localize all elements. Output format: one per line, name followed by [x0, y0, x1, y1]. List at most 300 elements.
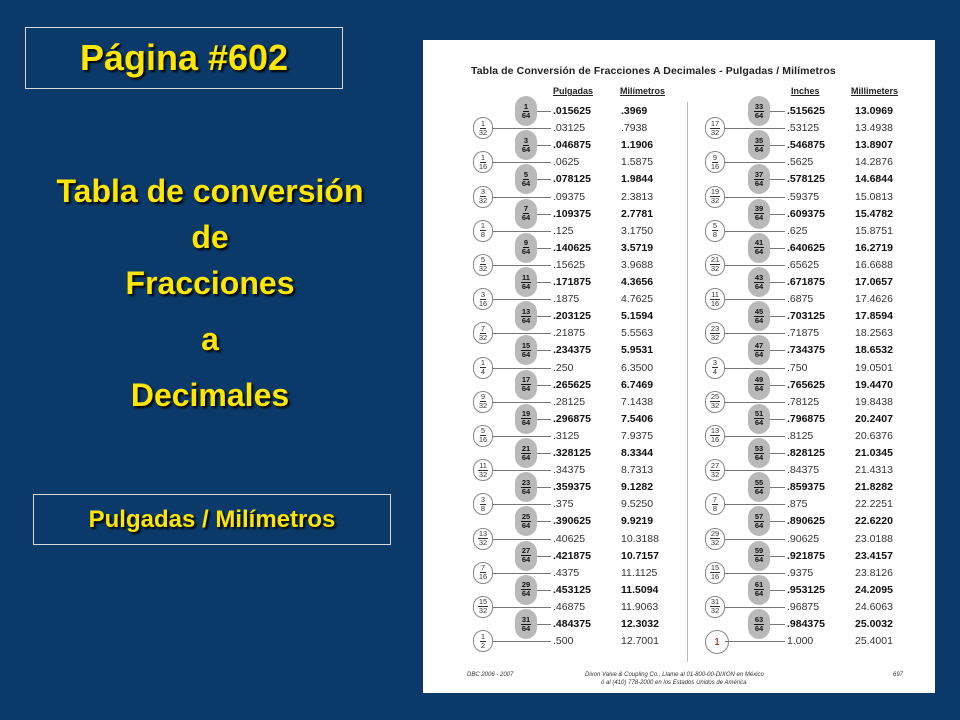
- subtitle-line-3: Fracciones: [125, 265, 295, 301]
- fraction-denominator: 64: [754, 384, 764, 394]
- fraction-numerator: 57: [754, 511, 764, 521]
- fraction-numerator: 3: [480, 187, 486, 196]
- fraction-denominator: 16: [710, 161, 720, 171]
- millimeter-value: 9.9219: [621, 515, 654, 528]
- millimeter-value: 24.6063: [855, 600, 893, 613]
- right-table-row: [423, 154, 935, 171]
- fraction-numerator: 7: [523, 204, 529, 214]
- fraction-denominator: 32: [710, 538, 720, 547]
- fraction-denominator: 32: [478, 332, 488, 342]
- fraction-numerator: 1: [480, 152, 486, 162]
- fraction-denominator: 64: [521, 384, 531, 394]
- right-table-row: [423, 206, 935, 223]
- millimeter-value: 17.8594: [855, 310, 893, 323]
- millimeter-value: 16.2719: [855, 241, 893, 254]
- fraction-denominator: 64: [521, 486, 531, 496]
- decimal-value: .796875: [787, 412, 825, 425]
- millimeter-value: 11.9063: [621, 600, 659, 613]
- fraction-numerator: 33: [754, 101, 764, 111]
- fraction-numerator: 49: [754, 375, 764, 385]
- fraction-numerator: 3: [712, 358, 718, 367]
- fraction-numerator: 39: [754, 204, 764, 214]
- millimeter-value: 17.4626: [855, 293, 893, 306]
- right-table-row: [423, 599, 935, 616]
- millimeter-value: 5.1594: [621, 310, 654, 323]
- right-table-row: [423, 171, 935, 188]
- decimal-value: .875: [787, 498, 808, 511]
- decimal-value: .78125: [787, 395, 820, 408]
- millimeter-value: 13.8907: [855, 139, 893, 152]
- fraction-denominator: 64: [754, 520, 764, 530]
- millimeter-value: 17.0657: [855, 276, 893, 288]
- millimeter-value: 5.5563: [621, 327, 654, 340]
- millimeter-value: .3969: [621, 105, 648, 117]
- millimeter-value: 12.7001: [621, 635, 659, 648]
- decimal-value: .609375: [787, 207, 825, 220]
- fraction-numerator: 63: [754, 614, 764, 624]
- fraction-numerator: 17: [710, 118, 720, 128]
- decimal-value: .125: [553, 224, 574, 237]
- right-table-row: [423, 240, 935, 257]
- right-table-row: [423, 633, 935, 650]
- millimeter-value: 7.1438: [621, 395, 654, 408]
- fraction-denominator: 64: [521, 555, 531, 565]
- fraction-numerator: 7: [480, 323, 486, 333]
- fraction-denominator: 16: [478, 161, 488, 171]
- fraction-numerator: 9: [712, 152, 718, 162]
- millimeter-value: 16.6688: [855, 258, 893, 271]
- millimeter-value: 12.3032: [621, 618, 659, 630]
- decimal-value: .484375: [553, 618, 591, 630]
- fraction-numerator: 1: [523, 101, 529, 111]
- millimeter-value: 11.1125: [621, 566, 658, 579]
- left-header-decimal: Pulgadas: [553, 86, 594, 96]
- fraction-denominator: 64: [754, 349, 764, 359]
- decimal-value: .171875: [553, 276, 591, 288]
- fraction-denominator: 64: [521, 178, 531, 188]
- millimeter-value: 8.7313: [621, 464, 654, 477]
- millimeter-value: 4.3656: [621, 276, 654, 288]
- fraction-numerator: 15: [521, 340, 531, 350]
- fraction-numerator: 25: [710, 392, 720, 402]
- millimeter-value: 21.4313: [855, 464, 893, 477]
- right-table-row: [423, 360, 935, 377]
- slide-subtitle: [10, 168, 410, 418]
- fraction-numerator: 47: [754, 340, 764, 350]
- decimal-value: .250: [553, 361, 574, 374]
- decimal-value: .859375: [787, 481, 825, 494]
- millimeter-value: 20.2407: [855, 412, 893, 425]
- fraction-denominator: 32: [710, 196, 720, 205]
- subtitle-line-2: de: [191, 219, 229, 255]
- fraction-numerator: 53: [754, 443, 764, 453]
- fraction-numerator: 21: [521, 443, 531, 453]
- decimal-value: .828125: [787, 447, 825, 459]
- decimal-value: .40625: [553, 532, 586, 545]
- decimal-value: .359375: [553, 481, 591, 494]
- right-table-row: [423, 548, 935, 565]
- decimal-value: .625: [787, 224, 808, 237]
- right-table-row: [423, 189, 935, 206]
- decimal-value: .140625: [553, 241, 591, 254]
- decimal-value: .234375: [553, 344, 591, 357]
- right-table-row: [423, 120, 935, 137]
- decimal-value: .265625: [553, 378, 591, 391]
- right-table-row: [423, 394, 935, 411]
- conversion-table-sheet: [423, 40, 935, 693]
- right-table-row: [423, 223, 935, 240]
- footer-right: 697: [893, 672, 904, 678]
- fraction-numerator: 45: [754, 306, 764, 316]
- footer-center-2: ó al (410) 778-2000 en los Estados Unidos de América: [601, 680, 747, 686]
- fraction-numerator: 3: [523, 135, 529, 145]
- decimal-value: .546875: [787, 139, 825, 152]
- decimal-value: .5625: [787, 156, 814, 169]
- millimeter-value: 1.5875: [621, 156, 654, 169]
- decimal-value: .640625: [787, 241, 825, 254]
- fraction-denominator: 64: [754, 623, 764, 633]
- decimal-value: .890625: [787, 515, 825, 528]
- decimal-value: .078125: [553, 173, 591, 186]
- decimal-value: .203125: [553, 310, 591, 323]
- fraction-numerator: 29: [521, 580, 531, 590]
- fraction-numerator: 23: [710, 323, 720, 333]
- millimeter-value: 7.9375: [621, 429, 654, 442]
- millimeter-value: 2.7781: [621, 207, 654, 220]
- fraction-numerator: 15: [710, 563, 720, 573]
- fraction-numerator: 5: [480, 255, 486, 265]
- fraction-denominator: 64: [754, 178, 764, 188]
- millimeter-value: 6.3500: [621, 361, 654, 374]
- decimal-value: .59375: [787, 190, 820, 203]
- page-label-text: Página #602: [79, 37, 289, 78]
- subtitle-line-1: Tabla de conversión: [56, 173, 364, 209]
- millimeter-value: 14.6844: [855, 173, 893, 186]
- right-table-row: [423, 531, 935, 548]
- millimeter-value: 18.2563: [855, 327, 893, 340]
- decimal-value: .65625: [787, 258, 820, 271]
- fraction-numerator: 59: [754, 546, 764, 556]
- fraction-numerator: 9: [480, 392, 486, 402]
- fraction-denominator: 64: [754, 452, 764, 462]
- millimeter-value: 15.0813: [855, 190, 893, 203]
- sheet-title: Tabla de Conversión de Fracciones A Decimales - Pulgadas / Milímetros: [471, 65, 836, 77]
- fraction-numerator: 19: [710, 187, 720, 196]
- millimeter-value: 3.9688: [621, 258, 654, 271]
- fraction-denominator: 64: [521, 589, 531, 599]
- decimal-value: .8125: [787, 429, 814, 442]
- decimal-value: .375: [553, 498, 574, 511]
- decimal-value: .0625: [553, 156, 580, 169]
- millimeter-value: 22.6220: [855, 515, 893, 528]
- decimal-value: .1875: [553, 293, 580, 306]
- fraction-numerator: 51: [754, 409, 764, 419]
- fraction-denominator: 32: [478, 469, 488, 479]
- decimal-value: .390625: [553, 515, 591, 528]
- subtitle-line-5: Decimales: [130, 377, 290, 413]
- millimeter-value: 9.5250: [621, 498, 654, 511]
- fraction-denominator: 64: [521, 520, 531, 530]
- fraction-numerator: 61: [754, 580, 764, 590]
- fraction-denominator: 32: [710, 264, 720, 274]
- millimeter-value: 19.0501: [855, 361, 893, 374]
- fraction-denominator: 32: [478, 127, 488, 137]
- millimeter-value: 14.2876: [855, 156, 893, 169]
- fraction-numerator: 11: [479, 460, 487, 470]
- fraction-denominator: 64: [521, 418, 531, 428]
- fraction-numerator: 31: [710, 597, 720, 607]
- fraction-numerator: 1: [480, 358, 486, 367]
- decimal-value: .90625: [787, 532, 820, 545]
- fraction-numerator: 1: [480, 221, 486, 231]
- decimal-value: .46875: [553, 600, 586, 613]
- millimeter-value: 25.4001: [855, 635, 893, 648]
- fraction-denominator: 64: [521, 110, 531, 120]
- millimeter-value: 2.3813: [621, 190, 654, 203]
- fraction-denominator: 32: [478, 606, 488, 616]
- fraction-denominator: 8: [712, 230, 718, 240]
- fraction-denominator: 8: [480, 230, 486, 240]
- millimeter-value: 11.5094: [621, 583, 659, 596]
- decimal-value: 1.000: [787, 635, 814, 648]
- fraction-denominator: 64: [521, 247, 531, 257]
- fraction-denominator: 32: [478, 196, 488, 205]
- right-table-row: [423, 103, 935, 120]
- decimal-value: .750: [787, 361, 808, 374]
- decimal-value: .9375: [787, 566, 814, 579]
- units-label-text: Pulgadas / Milímetros: [88, 505, 336, 533]
- left-header-mm: Milímetros: [620, 86, 666, 96]
- units-label: [33, 494, 391, 545]
- fraction-denominator: 32: [710, 332, 720, 342]
- fraction-numerator: 11: [522, 272, 530, 282]
- fraction-denominator: 8: [480, 503, 486, 513]
- decimal-value: .953125: [787, 583, 825, 596]
- fraction-numerator: 23: [521, 477, 531, 487]
- right-table-row: [423, 445, 935, 462]
- right-table-row: [423, 582, 935, 599]
- fraction-denominator: 64: [754, 247, 764, 257]
- right-table-row: [423, 377, 935, 394]
- decimal-value: .703125: [787, 310, 825, 323]
- fraction-denominator: 64: [754, 213, 764, 223]
- fraction-denominator: 32: [710, 606, 720, 616]
- millimeter-value: 10.3188: [621, 532, 659, 545]
- fraction-denominator: 8: [712, 503, 718, 513]
- fraction-denominator: 4: [480, 367, 486, 376]
- fraction-denominator: 64: [521, 281, 531, 291]
- millimeter-value: 3.5719: [621, 241, 654, 254]
- fraction-numerator: 25: [521, 511, 531, 521]
- millimeter-value: 19.4470: [855, 378, 893, 391]
- fraction-denominator: 2: [480, 640, 486, 650]
- decimal-value: .671875: [787, 276, 825, 288]
- right-table-row: [423, 411, 935, 428]
- fraction-denominator: 64: [754, 144, 764, 154]
- millimeter-value: 13.4938: [855, 122, 893, 135]
- decimal-value: .03125: [553, 122, 586, 135]
- millimeter-value: 23.4157: [855, 549, 893, 562]
- fraction-numerator: 5: [712, 221, 718, 231]
- fraction-denominator: 64: [754, 281, 764, 291]
- decimal-value: .921875: [787, 549, 825, 562]
- millimeter-value: .7938: [621, 122, 648, 135]
- right-table-row: [423, 308, 935, 325]
- millimeter-value: 3.1750: [621, 224, 654, 237]
- decimal-value: .09375: [553, 190, 586, 203]
- millimeter-value: 1.1906: [621, 139, 654, 152]
- millimeter-value: 20.6376: [855, 429, 893, 442]
- millimeter-value: 6.7469: [621, 378, 654, 391]
- fraction-numerator: 13: [521, 306, 531, 316]
- fraction-denominator: 16: [710, 298, 720, 308]
- right-table-row: [423, 428, 935, 445]
- fraction-numerator: 19: [521, 409, 531, 419]
- fraction-denominator: 64: [521, 349, 531, 359]
- right-header-decimal: Inches: [791, 86, 820, 96]
- fraction-denominator: 64: [754, 589, 764, 599]
- page-label: [25, 27, 343, 89]
- millimeter-value: 5.9531: [621, 344, 654, 357]
- right-table-row: [423, 462, 935, 479]
- decimal-value: .421875: [553, 549, 591, 562]
- fraction-numerator: 31: [521, 614, 531, 624]
- fraction-denominator: 16: [710, 572, 720, 582]
- fraction-numerator: 1: [480, 118, 486, 128]
- fraction-numerator: 27: [521, 546, 531, 556]
- footer-center-1: Dixon Valve & Coupling Co., Llame al 01-800-00-DIXON en México: [585, 672, 764, 678]
- fraction-denominator: 64: [521, 213, 531, 223]
- fraction-numerator: 17: [521, 375, 531, 385]
- decimal-value: .84375: [787, 464, 820, 477]
- fraction-denominator: 64: [521, 144, 531, 154]
- fraction-numerator: 21: [710, 255, 720, 265]
- fraction-numerator: 11: [711, 289, 719, 299]
- millimeter-value: 7.5406: [621, 412, 654, 425]
- decimal-value: .28125: [553, 395, 586, 408]
- right-table-row: [423, 342, 935, 359]
- right-table-row: [423, 274, 935, 291]
- fraction-denominator: 32: [710, 401, 720, 411]
- fraction-numerator: 27: [710, 460, 720, 470]
- fraction-numerator: 7: [712, 494, 718, 504]
- fraction-denominator: 32: [710, 127, 720, 137]
- decimal-value: .53125: [787, 122, 820, 135]
- millimeter-value: 18.6532: [855, 344, 893, 357]
- decimal-value: .578125: [787, 173, 825, 186]
- decimal-value: .453125: [553, 583, 591, 596]
- fraction-numerator: 41: [754, 238, 764, 248]
- fraction-denominator: 64: [754, 418, 764, 428]
- fraction-denominator: 64: [521, 315, 531, 325]
- millimeter-value: 4.7625: [621, 293, 654, 306]
- millimeter-value: 8.3344: [621, 447, 654, 459]
- millimeter-value: 23.8126: [855, 566, 893, 579]
- fraction-denominator: 64: [521, 452, 531, 462]
- fraction-denominator: 16: [478, 572, 488, 582]
- fraction-denominator: 4: [712, 367, 718, 376]
- decimal-value: .34375: [553, 464, 586, 477]
- fraction-numerator: 3: [480, 289, 486, 299]
- decimal-value: .96875: [787, 600, 820, 613]
- decimal-value: .21875: [553, 327, 586, 340]
- right-table-row: [423, 513, 935, 530]
- decimal-value: .515625: [787, 105, 825, 117]
- millimeter-value: 25.0032: [855, 618, 893, 630]
- fraction-denominator: 16: [710, 435, 720, 445]
- millimeter-value: 19.8438: [855, 395, 893, 408]
- decimal-value: .4375: [553, 566, 580, 579]
- fraction-denominator: 32: [478, 538, 488, 547]
- millimeter-value: 23.0188: [855, 532, 893, 545]
- right-header-mm: Millimeters: [851, 86, 899, 96]
- fraction-numerator: 13: [710, 426, 720, 436]
- footer-left: DBC 2006 - 2007: [467, 672, 514, 678]
- fraction-denominator: 32: [710, 469, 720, 479]
- millimeter-value: 1.9844: [621, 173, 654, 186]
- decimal-value: .046875: [553, 139, 591, 152]
- decimal-value: .71875: [787, 327, 820, 340]
- millimeter-value: 15.8751: [855, 224, 893, 237]
- millimeter-value: 22.2251: [855, 498, 893, 511]
- decimal-value: .296875: [553, 412, 591, 425]
- decimal-value: .328125: [553, 447, 591, 459]
- decimal-value: .984375: [787, 618, 825, 630]
- decimal-value: .6875: [787, 293, 814, 306]
- fraction-numerator: 15: [478, 597, 488, 607]
- fraction-denominator: 64: [521, 623, 531, 633]
- fraction-denominator: 64: [754, 315, 764, 325]
- decimal-value: .3125: [553, 429, 580, 442]
- right-fraction-one: 1: [705, 630, 729, 654]
- right-table-row: [423, 496, 935, 513]
- fraction-numerator: 29: [710, 529, 720, 538]
- decimal-value: .765625: [787, 378, 825, 391]
- fraction-numerator: 35: [754, 135, 764, 145]
- millimeter-value: 21.0345: [855, 447, 893, 459]
- decimal-value: .15625: [553, 258, 586, 271]
- fraction-denominator: 16: [478, 435, 488, 445]
- fraction-denominator: 64: [754, 110, 764, 120]
- fraction-numerator: 13: [478, 529, 488, 538]
- fraction-numerator: 3: [480, 494, 486, 504]
- millimeter-value: 15.4782: [855, 207, 893, 220]
- right-table-row: [423, 257, 935, 274]
- fraction-numerator: 55: [754, 477, 764, 487]
- fraction-numerator: 7: [480, 563, 486, 573]
- millimeter-value: 10.7157: [621, 549, 659, 562]
- decimal-value: .109375: [553, 207, 591, 220]
- right-table-row: [423, 616, 935, 633]
- fraction-numerator: 1: [480, 631, 486, 641]
- decimal-value: .734375: [787, 344, 825, 357]
- subtitle-line-4: a: [201, 321, 219, 357]
- fraction-denominator: 64: [754, 486, 764, 496]
- millimeter-value: 9.1282: [621, 481, 654, 494]
- fraction-denominator: 16: [478, 298, 488, 308]
- millimeter-value: 13.0969: [855, 105, 893, 117]
- right-table-row: [423, 137, 935, 154]
- right-table-row: [423, 325, 935, 342]
- right-table-row: [423, 479, 935, 496]
- fraction-denominator: 32: [478, 264, 488, 274]
- millimeter-value: 21.8282: [855, 481, 893, 494]
- fraction-numerator: 37: [754, 169, 764, 179]
- decimal-value: .500: [553, 635, 574, 648]
- fraction-numerator: 43: [754, 272, 764, 282]
- right-table-row: [423, 565, 935, 582]
- fraction-numerator: 5: [523, 169, 529, 179]
